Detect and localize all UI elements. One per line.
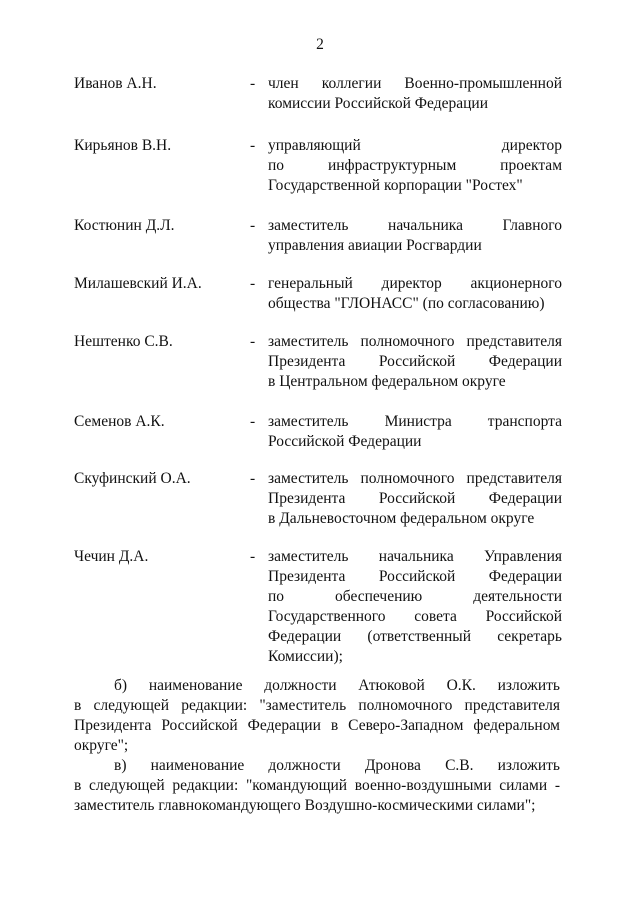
role-line: Государственного совета Российской [268,608,562,625]
member-dash: - [250,137,256,154]
member-role [268,216,562,274]
role-line: по обеспечению деятельности [268,588,562,605]
member-dash: - [250,548,256,565]
member-name: Кирьянов В.Н. [74,137,172,154]
role-line: Российской Федерации [268,433,422,450]
member-role [268,274,562,332]
member-name: Нештенко С.В. [74,333,173,350]
member-row [0,332,640,412]
role-line: общества "ГЛОНАСС" (по согласованию) [268,295,545,312]
member-dash: - [250,413,256,430]
member-row [0,547,640,667]
amendment-b [74,676,560,756]
member-role [268,412,562,469]
role-line: комиссии Российской Федерации [268,95,488,112]
role-line: заместитель полномочного представителя [268,333,562,350]
member-dash: - [250,275,256,292]
member-row [0,274,640,332]
member-name: Иванов А.Н. [74,75,157,92]
amendment-line: в следующей редакции: "заместитель полномочного представителя [74,697,560,714]
amendment-line: в следующей редакции: "командующий военно-воздушными силами - [74,777,560,794]
amendment-c [74,756,560,816]
role-line: управления авиации Росгвардии [268,237,482,254]
role-line: Комиссии); [268,648,343,665]
page-number: 2 [316,36,324,53]
member-role [268,74,562,136]
member-row [0,412,640,469]
member-name: Костюнин Д.Л. [74,217,175,234]
member-name: Милашевский И.А. [74,275,202,292]
role-line: генеральный директор акционерного [268,275,562,292]
member-role [268,332,562,412]
role-line: Президента Российской Федерации [268,568,562,585]
amendment-line: б) наименование должности Атюковой О.К. изложить [114,677,560,694]
member-dash: - [250,75,256,92]
role-line: Президента Российской Федерации [268,490,562,507]
member-dash: - [250,333,256,350]
member-role [268,547,562,667]
amendment-line: округе"; [74,737,129,754]
member-list [0,74,640,667]
member-row [0,74,640,136]
member-role [268,469,562,547]
member-dash: - [250,217,256,234]
role-line: Государственной корпорации "Ростех" [268,177,523,194]
member-name: Скуфинский О.А. [74,470,191,487]
role-line: заместитель начальника Главного [268,217,562,234]
amendment-line: Президента Российской Федерации в Северо-Западном федеральном [74,717,560,734]
role-line: в Дальневосточном федеральном округе [268,510,535,527]
role-line: в Центральном федеральном округе [268,373,506,390]
role-line: заместитель полномочного представителя [268,470,562,487]
member-name: Чечин Д.А. [74,548,149,565]
member-row [0,136,640,216]
role-line: по инфраструктурным проектам [268,157,562,174]
role-line: член коллегии Военно-промышленной [268,75,562,92]
role-line: заместитель начальника Управления [268,548,562,565]
member-dash: - [250,470,256,487]
amendment-line: в) наименование должности Дронова С.В. изложить [114,757,560,774]
role-line: Федерации (ответственный секретарь [268,628,562,645]
role-line: заместитель Министра транспорта [268,413,562,430]
member-role [268,136,562,216]
member-name: Семенов А.К. [74,413,165,430]
role-line: управляющий директор [268,137,562,154]
amendment-line: заместитель главнокомандующего Воздушно-космическими силами"; [74,797,536,814]
member-row [0,469,640,547]
role-line: Президента Российской Федерации [268,353,562,370]
member-row [0,216,640,274]
